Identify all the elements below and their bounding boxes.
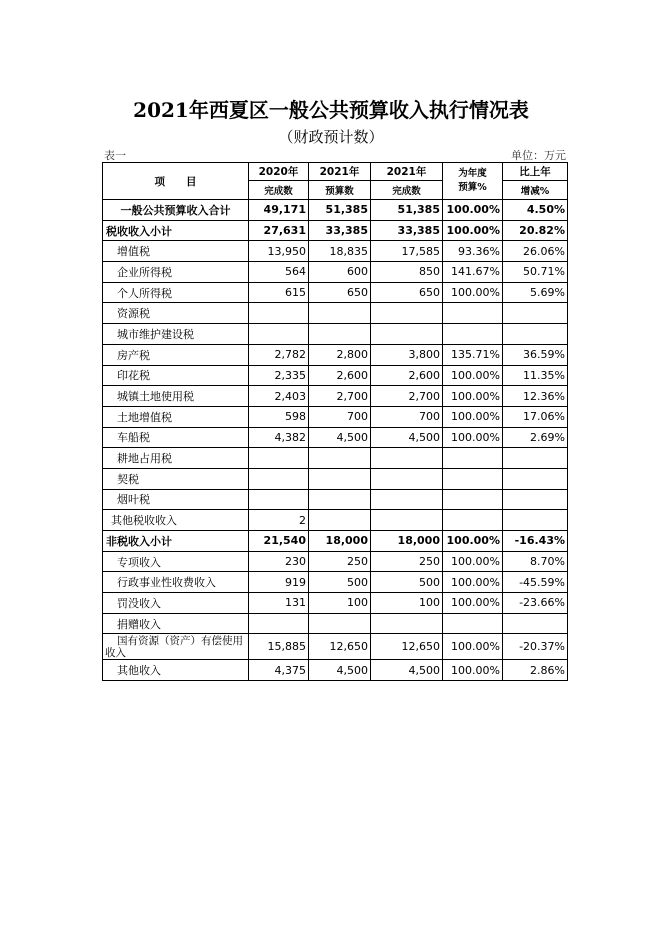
done-2021: 17,585: [371, 241, 443, 262]
budget-2021: 18,835: [309, 241, 371, 262]
header-change-bottom: 增减%: [503, 181, 568, 200]
done-2021: 650: [371, 282, 443, 303]
row-name: 印花税: [103, 365, 249, 386]
row-name: 其他收入: [103, 660, 249, 681]
header-budget-bottom: 预算数: [309, 181, 371, 200]
table-row: [103, 282, 568, 303]
pct-of-budget: 100.00%: [443, 593, 503, 614]
page-title: 2021年西夏区一般公共预算收入执行情况表: [133, 98, 529, 122]
change-vs-last-year: 26.06%: [503, 241, 568, 262]
change-vs-last-year: -45.59%: [503, 572, 568, 593]
row-name: 城市维护建设税: [103, 324, 249, 345]
done-2021: 100: [371, 593, 443, 614]
done-2021: 850: [371, 262, 443, 283]
budget-2021: 500: [309, 572, 371, 593]
budget-2021: 2,600: [309, 365, 371, 386]
pct-of-budget: 100.00%: [443, 282, 503, 303]
value-2020: [249, 448, 309, 469]
change-vs-last-year: [503, 468, 568, 489]
budget-2021: [309, 324, 371, 345]
table-row: [103, 241, 568, 262]
value-2020: 598: [249, 406, 309, 427]
header-pct-top: 为年度: [458, 168, 487, 179]
row-name: 罚没收入: [103, 593, 249, 614]
row-name: 车船税: [103, 427, 249, 448]
change-vs-last-year: 8.70%: [503, 551, 568, 572]
pct-of-budget: 100.00%: [443, 200, 503, 221]
pct-of-budget: 100.00%: [443, 427, 503, 448]
value-2020: 21,540: [249, 531, 309, 552]
change-vs-last-year: -16.43%: [503, 531, 568, 552]
pct-of-budget: [443, 489, 503, 510]
row-name: 契税: [103, 468, 249, 489]
pct-of-budget: 135.71%: [443, 344, 503, 365]
table-row: [103, 634, 568, 660]
change-vs-last-year: [503, 489, 568, 510]
budget-2021: 100: [309, 593, 371, 614]
row-name: 耕地占用税: [103, 448, 249, 469]
table-row: [103, 406, 568, 427]
table-row: [103, 344, 568, 365]
change-vs-last-year: 12.36%: [503, 386, 568, 407]
table-row: [103, 489, 568, 510]
header-change-top: 比上年: [503, 163, 568, 181]
table-row: [103, 324, 568, 345]
budget-2021: [309, 510, 371, 531]
value-2020: 27,631: [249, 220, 309, 241]
budget-2021: 18,000: [309, 531, 371, 552]
table-row: [103, 448, 568, 469]
done-2021: 500: [371, 572, 443, 593]
budget-2021: 12,650: [309, 634, 371, 660]
pct-of-budget: [443, 303, 503, 324]
table-row: [103, 365, 568, 386]
budget-2021: 700: [309, 406, 371, 427]
table-row: [103, 200, 568, 221]
change-vs-last-year: -23.66%: [503, 593, 568, 614]
table-body: [103, 200, 568, 681]
value-2020: 15,885: [249, 634, 309, 660]
value-2020: 919: [249, 572, 309, 593]
pct-of-budget: 100.00%: [443, 551, 503, 572]
value-2020: 13,950: [249, 241, 309, 262]
header-done-top: 2021年: [371, 163, 443, 181]
budget-2021: 250: [309, 551, 371, 572]
change-vs-last-year: [503, 448, 568, 469]
done-2021: [371, 448, 443, 469]
table-row: [103, 551, 568, 572]
done-2021: [371, 468, 443, 489]
done-2021: [371, 510, 443, 531]
budget-2021: 51,385: [309, 200, 371, 221]
table-row: [103, 572, 568, 593]
done-2021: 4,500: [371, 660, 443, 681]
done-2021: 12,650: [371, 634, 443, 660]
change-vs-last-year: 2.86%: [503, 660, 568, 681]
table-row: [103, 531, 568, 552]
unit-label: 单位：万元: [511, 149, 566, 162]
table-row: [103, 303, 568, 324]
change-vs-last-year: 4.50%: [503, 200, 568, 221]
row-name: 其他税收收入: [103, 510, 249, 531]
pct-of-budget: 100.00%: [443, 386, 503, 407]
value-2020: 2,782: [249, 344, 309, 365]
change-vs-last-year: 17.06%: [503, 406, 568, 427]
table-row: [103, 660, 568, 681]
header-2020-bottom: 完成数: [249, 181, 309, 200]
budget-2021: 2,700: [309, 386, 371, 407]
pct-of-budget: 100.00%: [443, 660, 503, 681]
done-2021: [371, 324, 443, 345]
done-2021: 250: [371, 551, 443, 572]
change-vs-last-year: 2.69%: [503, 427, 568, 448]
change-vs-last-year: 36.59%: [503, 344, 568, 365]
done-2021: 3,800: [371, 344, 443, 365]
header-budget-top: 2021年: [309, 163, 371, 181]
table-row: [103, 468, 568, 489]
budget-2021: [309, 613, 371, 634]
table-row: [103, 510, 568, 531]
pct-of-budget: 100.00%: [443, 531, 503, 552]
budget-2021: 33,385: [309, 220, 371, 241]
done-2021: [371, 613, 443, 634]
change-vs-last-year: -20.37%: [503, 634, 568, 660]
value-2020: 131: [249, 593, 309, 614]
done-2021: 51,385: [371, 200, 443, 221]
table-row: [103, 262, 568, 283]
pct-of-budget: 93.36%: [443, 241, 503, 262]
table-row: [103, 386, 568, 407]
done-2021: 33,385: [371, 220, 443, 241]
pct-of-budget: [443, 510, 503, 531]
row-name: 企业所得税: [103, 262, 249, 283]
header-pct: [443, 163, 503, 200]
row-name: 烟叶税: [103, 489, 249, 510]
pct-of-budget: [443, 468, 503, 489]
budget-2021: [309, 468, 371, 489]
table-row: [103, 427, 568, 448]
budget-2021: 600: [309, 262, 371, 283]
value-2020: [249, 613, 309, 634]
header-item: 项 目: [103, 163, 249, 200]
budget-2021: [309, 489, 371, 510]
row-name: 增值税: [103, 241, 249, 262]
done-2021: 700: [371, 406, 443, 427]
budget-2021: 650: [309, 282, 371, 303]
pct-of-budget: 100.00%: [443, 634, 503, 660]
value-2020: 2,403: [249, 386, 309, 407]
pct-of-budget: [443, 448, 503, 469]
change-vs-last-year: 50.71%: [503, 262, 568, 283]
pct-of-budget: 100.00%: [443, 220, 503, 241]
done-2021: 4,500: [371, 427, 443, 448]
row-name: 个人所得税: [103, 282, 249, 303]
table-row: [103, 220, 568, 241]
row-name: 非税收入小计: [103, 531, 249, 552]
budget-2021: 4,500: [309, 427, 371, 448]
page-subtitle: （财政预计数）: [278, 128, 384, 146]
value-2020: [249, 324, 309, 345]
row-name: 土地增值税: [103, 406, 249, 427]
value-2020: [249, 303, 309, 324]
row-name: 捐赠收入: [103, 613, 249, 634]
change-vs-last-year: 5.69%: [503, 282, 568, 303]
pct-of-budget: 100.00%: [443, 365, 503, 386]
done-2021: [371, 303, 443, 324]
budget-2021: 2,800: [309, 344, 371, 365]
header-done-bottom: 完成数: [371, 181, 443, 200]
change-vs-last-year: [503, 510, 568, 531]
pct-of-budget: [443, 613, 503, 634]
row-name: 行政事业性收费收入: [103, 572, 249, 593]
pct-of-budget: 100.00%: [443, 572, 503, 593]
change-vs-last-year: [503, 303, 568, 324]
header-2020-top: 2020年: [249, 163, 309, 181]
done-2021: 18,000: [371, 531, 443, 552]
row-name: 城镇土地使用税: [103, 386, 249, 407]
done-2021: [371, 489, 443, 510]
done-2021: 2,600: [371, 365, 443, 386]
value-2020: 49,171: [249, 200, 309, 221]
row-name: 资源税: [103, 303, 249, 324]
table-label: 表一: [104, 149, 126, 162]
pct-of-budget: [443, 324, 503, 345]
value-2020: 4,382: [249, 427, 309, 448]
value-2020: 615: [249, 282, 309, 303]
value-2020: [249, 468, 309, 489]
header-pct-bottom: 预算%: [458, 182, 487, 193]
done-2021: 2,700: [371, 386, 443, 407]
row-name: 税收收入小计: [103, 220, 249, 241]
pct-of-budget: 141.67%: [443, 262, 503, 283]
change-vs-last-year: [503, 324, 568, 345]
table-row: [103, 593, 568, 614]
value-2020: 2,335: [249, 365, 309, 386]
value-2020: 2: [249, 510, 309, 531]
pct-of-budget: 100.00%: [443, 406, 503, 427]
table-row: [103, 613, 568, 634]
change-vs-last-year: [503, 613, 568, 634]
budget-2021: 4,500: [309, 660, 371, 681]
budget-2021: [309, 303, 371, 324]
row-name: 国有资源（资产）有偿使用收入: [103, 634, 249, 660]
value-2020: [249, 489, 309, 510]
change-vs-last-year: 11.35%: [503, 365, 568, 386]
change-vs-last-year: 20.82%: [503, 220, 568, 241]
row-name: 一般公共预算收入合计: [103, 200, 249, 221]
value-2020: 564: [249, 262, 309, 283]
row-name: 专项收入: [103, 551, 249, 572]
row-name: 房产税: [103, 344, 249, 365]
value-2020: 230: [249, 551, 309, 572]
value-2020: 4,375: [249, 660, 309, 681]
budget-2021: [309, 448, 371, 469]
revenue-table: [102, 162, 568, 681]
